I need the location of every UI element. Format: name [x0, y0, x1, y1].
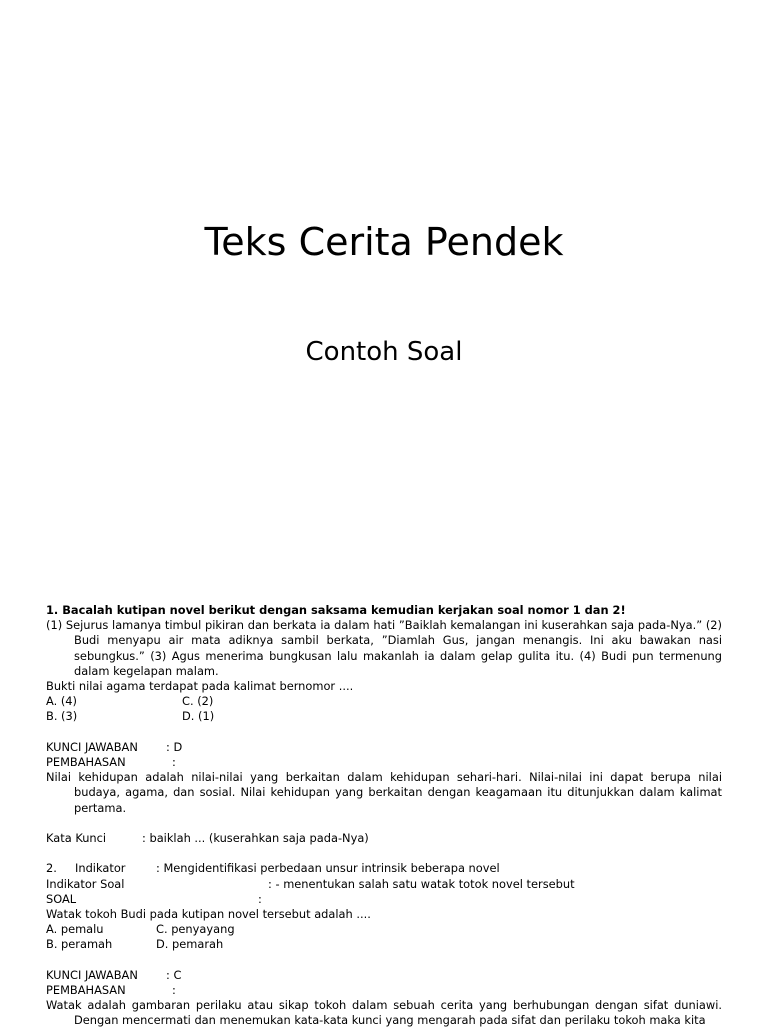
slide-subtitle: Contoh Soal	[305, 337, 463, 367]
q2-key-label: KUNCI JAWABAN	[46, 967, 138, 982]
q1-option-b: B. (3)	[46, 709, 78, 724]
q1-passage: (1) Sejurus lamanya timbul pikiran dan berkata ia dalam hati ”Baiklah kemalangan ini kuserahkan saja pada-Nya.” (2) Budi menyapu air mata adiknya sambil berkata, ”Diamlah Gus, jangan menangis. Ini aku bawakan nasi sebungkus.” (3) Agus menerima bungkusan lalu makanlah ia dalam gelap gulita itu. (4) Budi pun termenung dalam kegelapan malam.	[46, 618, 722, 678]
q2-discussion: Watak adalah gambaran perilaku atau sikap tokoh dalam sebuah cerita yang berhubungan dengan sifat duniawi. Dengan mencermati dan menemukan kata-kata kunci yang mengarah pada sifat dan perilaku tokoh maka kita	[46, 998, 722, 1028]
q2-soal-label: SOAL	[46, 891, 77, 906]
q1-option-c: C. (2)	[182, 694, 214, 709]
q2-indicator-soal-value: : - menentukan salah satu watak totok novel tersebut	[268, 876, 575, 891]
q1-options-row-1	[46, 694, 722, 709]
q1-option-a: A. (4)	[46, 694, 77, 709]
q2-soal-colon: :	[258, 891, 262, 906]
q2-question: Watak tokoh Budi pada kutipan novel tersebut adalah ....	[46, 907, 371, 922]
q2-number: 2.	[46, 861, 57, 876]
q2-indicator-label: Indikator	[75, 861, 126, 876]
q2-indicator-value: : Mengidentifikasi perbedaan unsur intrinsik beberapa novel	[156, 861, 500, 876]
q1-key-value: : D	[166, 739, 183, 754]
q2-option-c: C. penyayang	[156, 922, 235, 937]
q2-indicator-row	[46, 861, 722, 876]
q1-option-d: D. (1)	[182, 709, 215, 724]
q2-indicator-soal-label: Indikator Soal	[46, 876, 125, 891]
q2-answer-key	[46, 968, 722, 983]
q1-discussion-label: PEMBAHASAN	[46, 755, 126, 770]
q2-soal-row	[46, 892, 722, 907]
q1-keyword-row	[46, 831, 722, 846]
q1-answer-key	[46, 740, 722, 755]
q2-discussion-row	[46, 983, 722, 998]
q1-keyword-value: : baiklah ... (kuserahkan saja pada-Nya)	[142, 831, 369, 846]
q1-keyword-label: Kata Kunci	[46, 831, 107, 846]
q1-question: Bukti nilai agama terdapat pada kalimat bernomor ....	[46, 679, 354, 694]
q1-discussion-row	[46, 755, 722, 770]
q2-options-row-1	[46, 922, 722, 937]
q2-discussion-colon: :	[172, 983, 176, 998]
slide-content	[46, 603, 722, 1029]
q2-options-row-2	[46, 937, 722, 952]
q1-heading: 1. Bacalah kutipan novel berikut dengan saksama kemudian kerjakan soal nomor 1 dan 2!	[46, 603, 626, 617]
q2-indicator-soal-row	[46, 877, 722, 892]
q1-discussion-colon: :	[172, 755, 176, 770]
q2-discussion-label: PEMBAHASAN	[46, 983, 126, 998]
q1-options-row-2	[46, 709, 722, 724]
q2-key-value: : C	[166, 967, 182, 982]
q1-key-label: KUNCI JAWABAN	[46, 739, 138, 754]
q2-option-a: A. pemalu	[46, 922, 104, 937]
slide-title: Teks Cerita Pendek	[204, 220, 564, 264]
q2-option-d: D. pemarah	[156, 937, 224, 952]
q1-discussion: Nilai kehidupan adalah nilai-nilai yang berkaitan dalam kehidupan sehari-hari. Nilai-nilai ini dapat berupa nilai budaya, agama, dan sosial. Nilai kehidupan yang berkaitan dengan keagamaan itu ditunjukkan dalam kalimat pertama.	[46, 770, 722, 815]
q2-option-b: B. peramah	[46, 937, 113, 952]
